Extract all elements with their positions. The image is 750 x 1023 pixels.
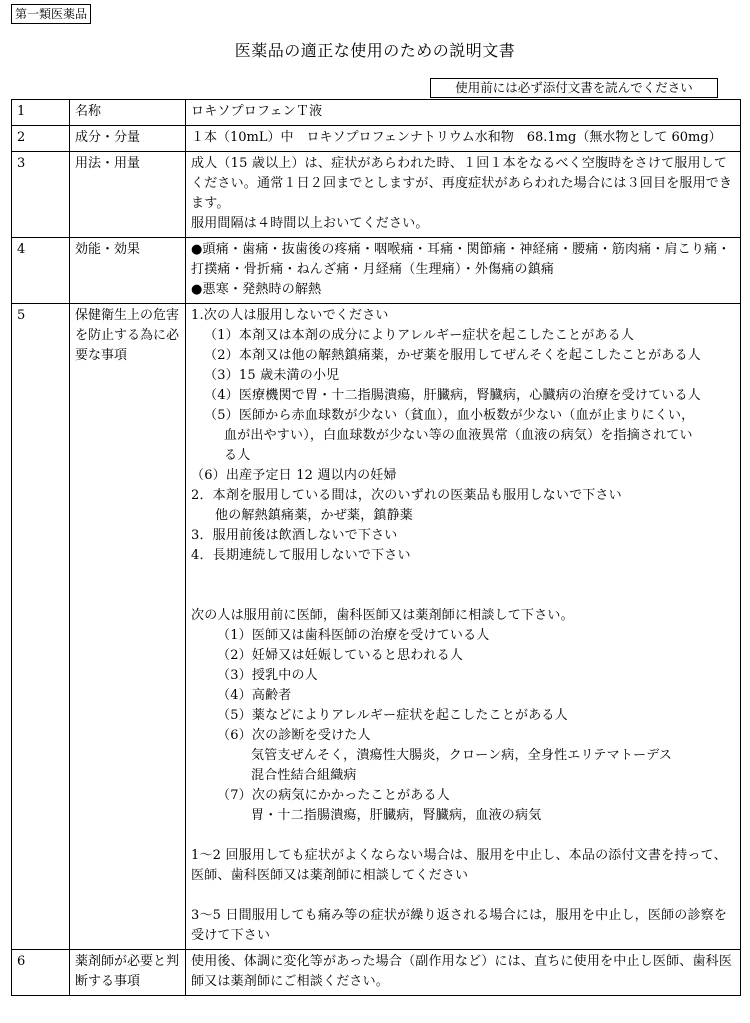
row-number: 5	[12, 304, 70, 950]
efficacy-antipyretic: ●悪寒・発熱時の解熱	[191, 282, 322, 297]
list-item-continued: る人	[224, 448, 251, 463]
product-name: ロキソプロフェンＴ液	[186, 100, 741, 126]
row-number: 3	[12, 152, 70, 238]
row-number: 2	[12, 126, 70, 152]
list-item: （4）医療機関で胃・十二指腸潰瘍，肝臓病，腎臓病，心臓病の治療を受けている人	[204, 388, 701, 403]
row-label: 成分・分量	[70, 126, 186, 152]
list-item-continued: 他の解熱鎮痛薬，かぜ薬，鎮静薬	[215, 508, 414, 523]
spacer	[191, 566, 736, 606]
paragraph: 1～2 回服用しても症状がよくならない場合は、服用を中止し、本品の添付文書を持って、医師、歯科医師又は薬剤師に相談してください	[191, 848, 727, 883]
row-label: 名称	[70, 100, 186, 126]
list-item-continued: 血が出やすい），白血球数が少ない等の血液異常（血液の病気）を指摘されてい	[224, 428, 693, 443]
table-row	[12, 152, 741, 238]
row-number: 1	[12, 100, 70, 126]
list-item: （2）本剤又は他の解熱鎮痛薬，かぜ薬を服用してぜんそくを起こしたことがある人	[204, 348, 701, 363]
row-number: 6	[12, 950, 70, 996]
dosage-interval: 服用間隔は４時間以上おいてください。	[191, 216, 429, 231]
section-heading: 3．服用前後は飲酒しないで下さい	[191, 528, 398, 543]
read-leaflet-notice: 使用前には必ず添付文書を読んでください	[430, 78, 718, 98]
ingredients-text	[186, 126, 741, 152]
spacer	[191, 826, 736, 846]
dosage-text	[186, 152, 741, 238]
efficacy-text	[186, 238, 741, 304]
section-heading: 4．長期連続して服用しないで下さい	[191, 548, 411, 563]
list-item: （5）薬などによりアレルギー症状を起こしたことがある人	[217, 708, 568, 723]
list-item: （7）次の病気にかかったことがある人	[217, 788, 450, 803]
list-item: （6）次の診断を受けた人	[217, 728, 371, 743]
info-table	[11, 99, 741, 996]
row-label: 効能・効果	[70, 238, 186, 304]
document-title: 医薬品の適正な使用のための説明文書	[234, 41, 516, 60]
pharmacist-text: 使用後、体調に変化等があった場合（副作用など）には、直ちに使用を中止し医師、歯科医師又は薬剤師にご相談ください。	[186, 950, 741, 996]
drug-category-badge: 第一類医薬品	[11, 4, 91, 24]
list-item: （2）妊婦又は妊娠していると思われる人	[217, 648, 464, 663]
list-item-continued: 気管支ぜんそく，潰瘍性大腸炎，クローン病，全身性エリテマトーデス	[251, 748, 673, 763]
list-item: （6）出産予定日 12 週以内の妊婦	[191, 468, 397, 483]
section-heading: 次の人は服用前に医師，歯科医師又は薬剤師に相談して下さい。	[191, 608, 574, 623]
row-label: 保健衛生上の危害を防止する為に必要な事項	[70, 304, 186, 950]
list-item-continued: 胃・十二指腸潰瘍，肝臓病，腎臓病，血液の病気	[251, 808, 542, 823]
dosage-paragraph: 成人（15 歳以上）は、症状があらわれた時、１回１本をなるべく空腹時をさけて服用してください。通常１日２回までとしますが、再度症状があらわれた場合には３回目を服用できます。	[191, 156, 733, 211]
list-item-continued: 混合性結合組織病	[251, 768, 357, 783]
table-row	[12, 100, 741, 126]
list-item: （3）15 歳未満の小児	[204, 368, 340, 383]
table-row	[12, 950, 741, 996]
section-heading: 2．本剤を服用している間は，次のいずれの医薬品も服用しないで下さい	[191, 488, 622, 503]
list-item: （3）授乳中の人	[217, 668, 318, 683]
list-item: （5）医師から赤血球数が少ない（貧血），血小板数が少ない（血が止まりにくい，	[204, 408, 695, 423]
list-item: （1）医師又は歯科医師の治療を受けている人	[217, 628, 490, 643]
list-item: （4）高齢者	[217, 688, 292, 703]
ingredients-line: １本（10mL）中 ロキソプロフェンナトリウム水和物 68.1mg（無水物として 60mg）	[191, 130, 722, 145]
table-row	[12, 238, 741, 304]
row-number: 4	[12, 238, 70, 304]
table-row	[12, 304, 741, 950]
list-item: （1）本剤又は本剤の成分によりアレルギー症状を起こしたことがある人	[204, 328, 635, 343]
precautions-text	[186, 304, 741, 950]
row-label: 薬剤師が必要と判断する事項	[70, 950, 186, 996]
row-label: 用法・用量	[70, 152, 186, 238]
table-row	[12, 126, 741, 152]
paragraph: 3～5 日間服用しても痛み等の症状が繰り返される場合には，服用を中止し，医師の診察を受けて下さい	[191, 908, 728, 943]
section-heading: 1.次の人は服用しないでください	[191, 308, 389, 323]
efficacy-analgesic: ●頭痛・歯痛・抜歯後の疼痛・咽喉痛・耳痛・関節痛・神経痛・腰痛・筋肉痛・肩こり痛・打撲痛・骨折痛・ねんざ痛・月経痛（生理痛）・外傷痛の鎮痛	[191, 242, 731, 277]
spacer	[191, 886, 736, 906]
